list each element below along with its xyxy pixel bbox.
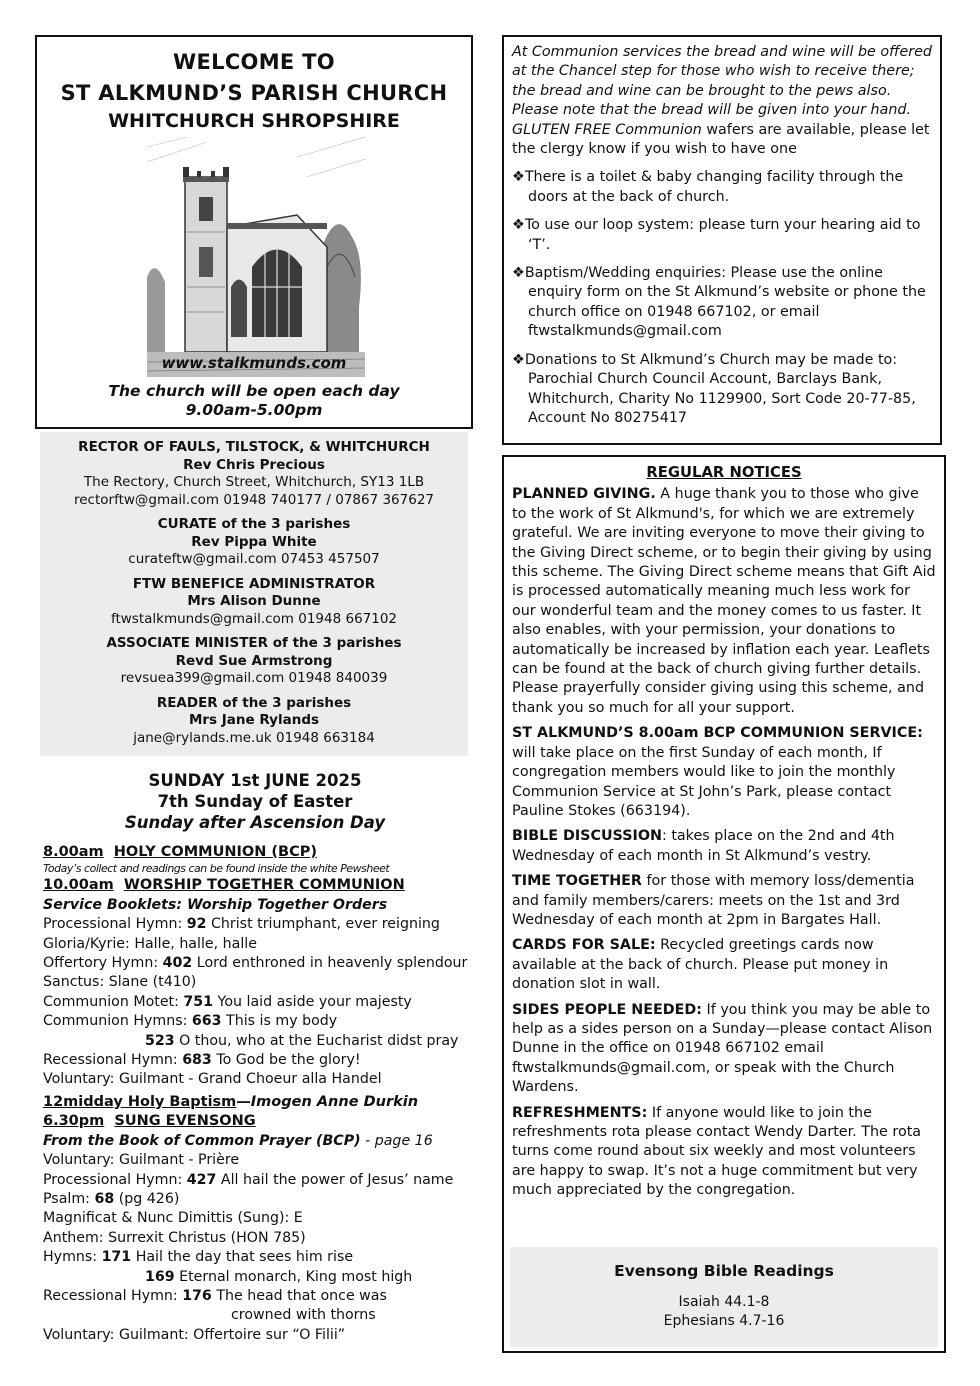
reading-1: Isaiah 44.1-8 [678, 1294, 770, 1311]
welcome-line-1: WELCOME TO [173, 50, 335, 74]
welcome-line-3: WHITCHURCH SHROPSHIRE [108, 110, 400, 132]
gloria-line: Gloria/Kyrie: Halle, halle, halle [43, 935, 257, 952]
notices-title: REGULAR NOTICES [646, 464, 802, 481]
clergy-name: Rev Pippa White [191, 533, 317, 550]
service-note: Today’s collect and readings can be found inside the white Pewsheet [43, 862, 390, 876]
clergy-name: Mrs Jane Rylands [188, 712, 320, 728]
clergy-name: Revd Sue Armstrong [175, 652, 333, 669]
hymn-line: Processional Hymn: 92 Christ triumphant, ever reigning [43, 916, 440, 933]
hymn-line: Recessional Hymn: 683 To God be the glory! [43, 1052, 361, 1069]
hymn-line: Communion Motet: 751 You laid aside your majesty [43, 993, 412, 1010]
hymn-line: Processional Hymn: 427 All hail the power of Jesus’ name [43, 1171, 454, 1188]
service-booklets: Service Booklets: Worship Together Orders [43, 896, 388, 913]
communion-intro: At Communion services the bread and wine will be offered at the Chancel step for those who wish to receive there; the bread and wine can be brought to the pews also. Please note that the bread will be given into your hand. GLUTEN FREE Communion wafers are available, please let the clergy know if you wish to have one [512, 44, 932, 158]
hymn-line: Hymns: 171 Hail the day that sees him rise [43, 1249, 354, 1266]
info-bullet: ❖To use our loop system: please turn your hearing aid to ‘T’. [512, 217, 921, 253]
info-bullet: ❖Donations to St Alkmund’s Church may be made to: Parochial Church Council Account, Barclays Bank, Whitchurch, Charity No 1129900, Sort Code 20-77-85, Account No 80275417 [512, 351, 916, 426]
clergy-entry [40, 516, 468, 569]
service-10am [43, 876, 483, 895]
service-title: SUNG EVENSONG [114, 1113, 256, 1130]
clergy-entry [40, 576, 468, 629]
notice-heading: REFRESHMENTS: [512, 1104, 648, 1121]
reading-2: Ephesians 4.7-16 [663, 1313, 785, 1330]
clergy-entry [40, 695, 468, 748]
info-bullet: ❖There is a toilet & baby changing facility through the doors at the back of church. [512, 169, 904, 205]
clergy-name: Mrs Alison Dunne [187, 593, 321, 609]
sanctus-line: Sanctus: Slane (t410) [43, 974, 197, 991]
bcp-line: From the Book of Common Prayer (BCP) - page 16 [43, 1132, 433, 1149]
notice-text: will take place on the first Sunday of each month, If congregation members would like to join the monthly Communion Service at St John’s Park, please contact Pauline Stokes (663194). [512, 744, 896, 819]
hymn-line: 523 O thou, who at the Eucharist didst pray [145, 1032, 459, 1049]
voluntary-line: Voluntary: Guilmant - Prière [43, 1152, 240, 1169]
hymn-line: 169 Eternal monarch, King most high [145, 1268, 413, 1285]
service-schedule [43, 843, 483, 1345]
regular-notices-box [502, 455, 946, 1353]
hymn-line-cont: crowned with thorns [231, 1307, 376, 1324]
voluntary-line: Voluntary: Guilmant: Offertoire sur “O Filii” [43, 1326, 346, 1343]
notice-item [512, 872, 936, 930]
clergy-role: CURATE of the 3 parishes [157, 516, 351, 532]
service-evensong [43, 1112, 483, 1131]
clergy-role: READER of the 3 parishes [156, 694, 352, 711]
welcome-box [35, 35, 473, 429]
service-time: 8.00am [43, 844, 104, 860]
info-bullets [512, 168, 932, 428]
notice-heading: PLANNED GIVING. [512, 486, 656, 503]
service-time: 10.00am [43, 877, 114, 894]
service-time: 6.30pm [43, 1113, 105, 1130]
anthem-line: Anthem: Surrexit Christus (HON 785) [43, 1229, 306, 1246]
website-url[interactable]: www.stalkmunds.com [161, 354, 347, 372]
service-time: 12midday Holy Baptism [43, 1093, 237, 1110]
sunday-subtitle: Sunday after Ascension Day [124, 813, 386, 832]
notice-item [512, 936, 936, 994]
evensong-readings [510, 1247, 938, 1347]
info-bullet: ❖Baptism/Wedding enquiries: Please use the online enquiry form on the St Alkmund’s website or phone the church office on 01948 667102, or email ftwstalkmunds@gmail.com [512, 265, 926, 340]
notice-item [512, 724, 936, 821]
magnificat-line: Magnificat & Nunc Dimittis (Sung): E [43, 1210, 303, 1227]
sunday-heading [40, 770, 470, 833]
notice-heading: CARDS FOR SALE: [512, 937, 656, 954]
voluntary-line: Voluntary: Guilmant - Grand Choeur alla Handel [43, 1071, 382, 1088]
notice-text: If you think you may be able to help as a sides person on a Sunday—please contact Alison Dunne in the office on 01948 667102 email ftwstalkmunds@gmail.com, or speak with the Church Wardens. [512, 1001, 933, 1096]
clergy-name: Rev Chris Precious [183, 456, 325, 473]
clergy-contact-line: rectorftw@gmail.com 01948 740177 / 07867 367627 [73, 491, 435, 508]
hymn-line: Communion Hymns: 663 This is my body [43, 1013, 338, 1030]
sunday-week: 7th Sunday of Easter [157, 792, 353, 811]
hymn-line: Offertory Hymn: 402 Lord enthroned in heavenly splendour [43, 955, 468, 972]
opening-line-1: The church will be open each day [108, 382, 400, 400]
clergy-role: FTW BENEFICE ADMINISTRATOR [132, 575, 376, 592]
communion-info-box [502, 35, 942, 445]
service-baptism: 12midday Holy Baptism—Imogen Anne Durkin [43, 1093, 419, 1110]
opening-hours [37, 382, 471, 420]
notice-item [512, 485, 936, 718]
notice-text: If anyone would like to join the refreshments rota please contact Wendy Darter. The rota turns come round about six weekly and most volunteers are happy to swap. It’s not a huge commitment but very much appreciated by the congregation. [512, 1104, 922, 1199]
clergy-role: ASSOCIATE MINISTER of the 3 parishes [106, 635, 402, 651]
clergy-entry [40, 635, 468, 688]
clergy-contact-line: ftwstalkmunds@gmail.com 01948 667102 [110, 610, 398, 627]
notice-heading: ST ALKMUND’S 8.00am BCP COMMUNION SERVICE: [512, 725, 923, 742]
psalm-line: Psalm: 68 (pg 426) [43, 1190, 180, 1207]
notice-list [512, 485, 936, 1200]
clergy-contacts [40, 432, 468, 756]
notice-text: for those with memory loss/dementia and family members/carers: meets on the 1st and 3rd Wednesday of each month at 2pm in Bargates Hall. [512, 873, 915, 928]
notice-item [512, 1001, 936, 1098]
service-8am [43, 843, 483, 862]
clergy-contact-line: curateftw@gmail.com 07453 457507 [128, 551, 380, 567]
evensong-title: Evensong Bible Readings [614, 1262, 834, 1280]
notice-heading: BIBLE DISCUSSION [512, 828, 662, 845]
welcome-line-2: ST ALKMUND’S PARISH CHURCH [60, 81, 448, 105]
service-title: WORSHIP TOGETHER COMMUNION [123, 877, 405, 894]
notice-text: Recycled greetings cards now available at the back of church. Please put money in donation slot in wall. [512, 937, 889, 993]
clergy-contact-line: The Rectory, Church Street, Whitchurch, SY13 1LB [83, 474, 425, 490]
sunday-date: SUNDAY 1st JUNE 2025 [148, 771, 362, 790]
notice-text: : takes place on the 2nd and 4th Wednesday of each month in St Alkmund’s vestry. [512, 828, 895, 864]
clergy-contact-line: jane@rylands.me.uk 01948 663184 [133, 729, 375, 746]
service-title: HOLY COMMUNION (BCP) [113, 844, 317, 860]
notice-item [512, 827, 936, 866]
hymn-line: Recessional Hymn: 176 The head that once was [43, 1287, 387, 1304]
church-sketch-icon [147, 137, 365, 377]
notice-heading: TIME TOGETHER [512, 873, 642, 890]
clergy-role: RECTOR OF FAULS, TILSTOCK, & WHITCHURCH [78, 439, 430, 455]
notice-heading: SIDES PEOPLE NEEDED: [512, 1001, 702, 1018]
baptism-name: Imogen Anne Durkin [250, 1093, 419, 1110]
opening-line-2: 9.00am-5.00pm [185, 401, 323, 419]
clergy-contact-line: revsuea399@gmail.com 01948 840039 [120, 670, 388, 686]
notice-item [512, 1104, 936, 1201]
clergy-entry [40, 439, 468, 509]
notice-text: A huge thank you to those who give to the work of St Alkmund's, for which we are extremely grateful. We are inviting everyone to move their giving to the Giving Direct scheme, or to begin their giving by using this scheme. The Giving Direct scheme means that Gift Aid is processed automatically meaning much less work for our wonderful team and the money comes to us faster. It also enables, with your permission, your donations to automatically be increased by inflation each year. Leaflets can be found at the back of church giving further details. Please prayerfully consider giving using this scheme, and thank you so much for all your support. [512, 486, 936, 716]
